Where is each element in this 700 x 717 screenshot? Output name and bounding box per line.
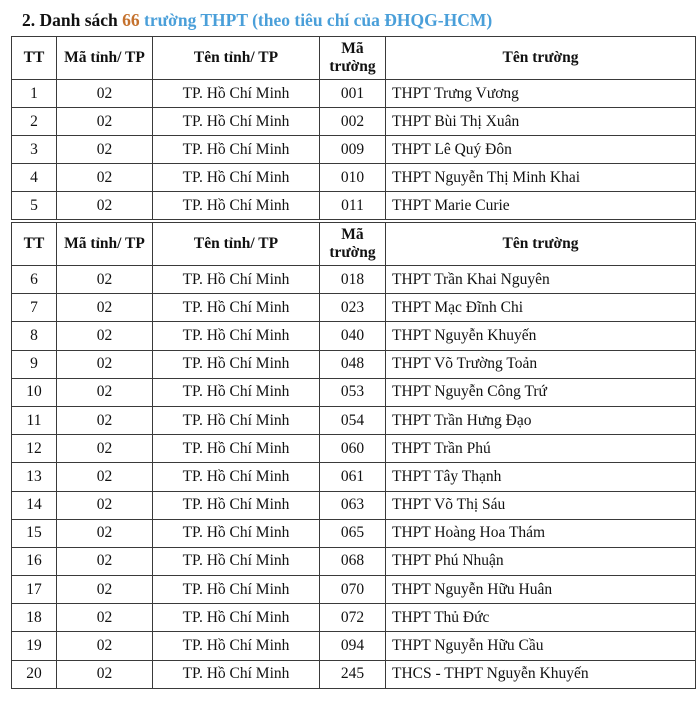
cell-ten-truong: THPT Trần Hưng Đạo [386,406,696,434]
table-row [12,294,696,322]
section-heading [22,10,492,31]
cell-tt: 14 [12,491,57,519]
table-row [12,80,696,108]
table-row [12,406,696,434]
cell-ma-tinh: 02 [57,435,153,463]
header-ten-truong: Tên trường [386,223,696,266]
cell-ten-tinh: TP. Hồ Chí Minh [153,378,320,406]
cell-ma-truong: 063 [320,491,386,519]
cell-ma-tinh: 02 [57,108,153,136]
cell-ten-tinh: TP. Hồ Chí Minh [153,266,320,294]
cell-ma-tinh: 02 [57,491,153,519]
cell-ma-truong: 245 [320,660,386,688]
header-ma-tinh: Mã tỉnh/ TP [57,223,153,266]
cell-tt: 18 [12,604,57,632]
cell-ma-truong: 010 [320,164,386,192]
cell-ten-tinh: TP. Hồ Chí Minh [153,519,320,547]
table-row [12,266,696,294]
cell-ma-truong: 002 [320,108,386,136]
cell-ten-truong: THPT Hoàng Hoa Thám [386,519,696,547]
cell-ten-truong: THPT Marie Curie [386,192,696,220]
cell-ten-truong: THPT Võ Thị Sáu [386,491,696,519]
cell-ten-truong: THPT Mạc Đĩnh Chi [386,294,696,322]
table-row [12,136,696,164]
cell-ma-truong: 054 [320,406,386,434]
cell-ten-truong: THPT Võ Trường Toản [386,350,696,378]
cell-tt: 7 [12,294,57,322]
cell-tt: 16 [12,547,57,575]
cell-ma-truong: 065 [320,519,386,547]
cell-ma-truong: 001 [320,80,386,108]
table-header-row [12,37,696,80]
cell-ma-tinh: 02 [57,322,153,350]
cell-tt: 4 [12,164,57,192]
cell-ma-tinh: 02 [57,294,153,322]
cell-ma-truong: 048 [320,350,386,378]
cell-ma-tinh: 02 [57,547,153,575]
cell-ten-tinh: TP. Hồ Chí Minh [153,164,320,192]
table-row [12,192,696,220]
cell-ma-tinh: 02 [57,80,153,108]
cell-ma-truong: 053 [320,378,386,406]
cell-tt: 3 [12,136,57,164]
cell-ten-tinh: TP. Hồ Chí Minh [153,491,320,519]
cell-ten-tinh: TP. Hồ Chí Minh [153,136,320,164]
cell-ma-truong: 070 [320,576,386,604]
table-row [12,108,696,136]
table-row [12,164,696,192]
table-row [12,632,696,660]
header-tt: TT [12,37,57,80]
table-row [12,350,696,378]
cell-ma-tinh: 02 [57,576,153,604]
cell-ma-truong: 094 [320,632,386,660]
cell-tt: 8 [12,322,57,350]
table-row [12,435,696,463]
cell-ma-tinh: 02 [57,632,153,660]
cell-ma-tinh: 02 [57,350,153,378]
cell-ma-truong: 011 [320,192,386,220]
cell-ten-tinh: TP. Hồ Chí Minh [153,435,320,463]
cell-ten-truong: THPT Bùi Thị Xuân [386,108,696,136]
header-ten-truong: Tên trường [386,37,696,80]
cell-ten-truong: THPT Trưng Vương [386,80,696,108]
cell-tt: 19 [12,632,57,660]
cell-tt: 2 [12,108,57,136]
header-ten-tinh: Tên tỉnh/ TP [153,37,320,80]
cell-ten-tinh: TP. Hồ Chí Minh [153,108,320,136]
table-body [12,80,696,220]
cell-ten-truong: THPT Nguyễn Thị Minh Khai [386,164,696,192]
table-row [12,491,696,519]
cell-ten-truong: THPT Lê Quý Đôn [386,136,696,164]
header-tt: TT [12,223,57,266]
cell-tt: 5 [12,192,57,220]
cell-ma-truong: 068 [320,547,386,575]
cell-ten-tinh: TP. Hồ Chí Minh [153,350,320,378]
cell-ten-truong: THCS - THPT Nguyễn Khuyến [386,660,696,688]
cell-ten-truong: THPT Trần Phú [386,435,696,463]
header-ma-tinh: Mã tỉnh/ TP [57,37,153,80]
cell-ten-tinh: TP. Hồ Chí Minh [153,660,320,688]
cell-ten-tinh: TP. Hồ Chí Minh [153,192,320,220]
cell-ma-tinh: 02 [57,192,153,220]
table-row [12,322,696,350]
table-row [12,576,696,604]
table-row [12,547,696,575]
cell-tt: 9 [12,350,57,378]
cell-tt: 15 [12,519,57,547]
cell-ma-tinh: 02 [57,463,153,491]
cell-ten-tinh: TP. Hồ Chí Minh [153,576,320,604]
cell-ma-tinh: 02 [57,266,153,294]
cell-ma-truong: 023 [320,294,386,322]
table-header-row [12,223,696,266]
header-ma-truong: Mã trường [320,223,386,266]
schools-table-1 [11,36,696,220]
cell-tt: 10 [12,378,57,406]
cell-ma-truong: 040 [320,322,386,350]
cell-ten-tinh: TP. Hồ Chí Minh [153,547,320,575]
table-row [12,463,696,491]
heading-prefix: 2. Danh sách [22,10,118,30]
table-row [12,660,696,688]
cell-ten-tinh: TP. Hồ Chí Minh [153,604,320,632]
cell-ten-truong: THPT Tây Thạnh [386,463,696,491]
cell-ma-truong: 061 [320,463,386,491]
schools-table-2 [11,222,696,689]
cell-ten-tinh: TP. Hồ Chí Minh [153,80,320,108]
cell-ma-truong: 018 [320,266,386,294]
cell-tt: 13 [12,463,57,491]
cell-tt: 1 [12,80,57,108]
cell-ten-truong: THPT Trần Khai Nguyên [386,266,696,294]
cell-ten-tinh: TP. Hồ Chí Minh [153,463,320,491]
cell-ma-truong: 060 [320,435,386,463]
cell-ma-tinh: 02 [57,378,153,406]
cell-ten-tinh: TP. Hồ Chí Minh [153,406,320,434]
cell-ma-tinh: 02 [57,604,153,632]
cell-ten-tinh: TP. Hồ Chí Minh [153,322,320,350]
cell-ma-tinh: 02 [57,519,153,547]
cell-ma-truong: 072 [320,604,386,632]
cell-ten-truong: THPT Thủ Đức [386,604,696,632]
header-ten-tinh: Tên tỉnh/ TP [153,223,320,266]
table-row [12,378,696,406]
table-row [12,519,696,547]
heading-rest: trường THPT (theo tiêu chí của ĐHQG-HCM) [144,10,493,30]
cell-ten-truong: THPT Nguyễn Hữu Cầu [386,632,696,660]
cell-tt: 11 [12,406,57,434]
cell-ma-tinh: 02 [57,406,153,434]
cell-ma-tinh: 02 [57,136,153,164]
cell-ma-truong: 009 [320,136,386,164]
cell-ten-truong: THPT Phú Nhuận [386,547,696,575]
cell-tt: 17 [12,576,57,604]
cell-tt: 12 [12,435,57,463]
cell-ten-tinh: TP. Hồ Chí Minh [153,632,320,660]
cell-ten-truong: THPT Nguyễn Công Trứ [386,378,696,406]
cell-ma-tinh: 02 [57,660,153,688]
cell-tt: 20 [12,660,57,688]
cell-ten-truong: THPT Nguyễn Hữu Huân [386,576,696,604]
table-body [12,266,696,689]
table-row [12,604,696,632]
heading-count: 66 [122,10,140,30]
header-ma-truong: Mã trường [320,37,386,80]
cell-ten-truong: THPT Nguyễn Khuyến [386,322,696,350]
cell-ten-tinh: TP. Hồ Chí Minh [153,294,320,322]
cell-tt: 6 [12,266,57,294]
cell-ma-tinh: 02 [57,164,153,192]
